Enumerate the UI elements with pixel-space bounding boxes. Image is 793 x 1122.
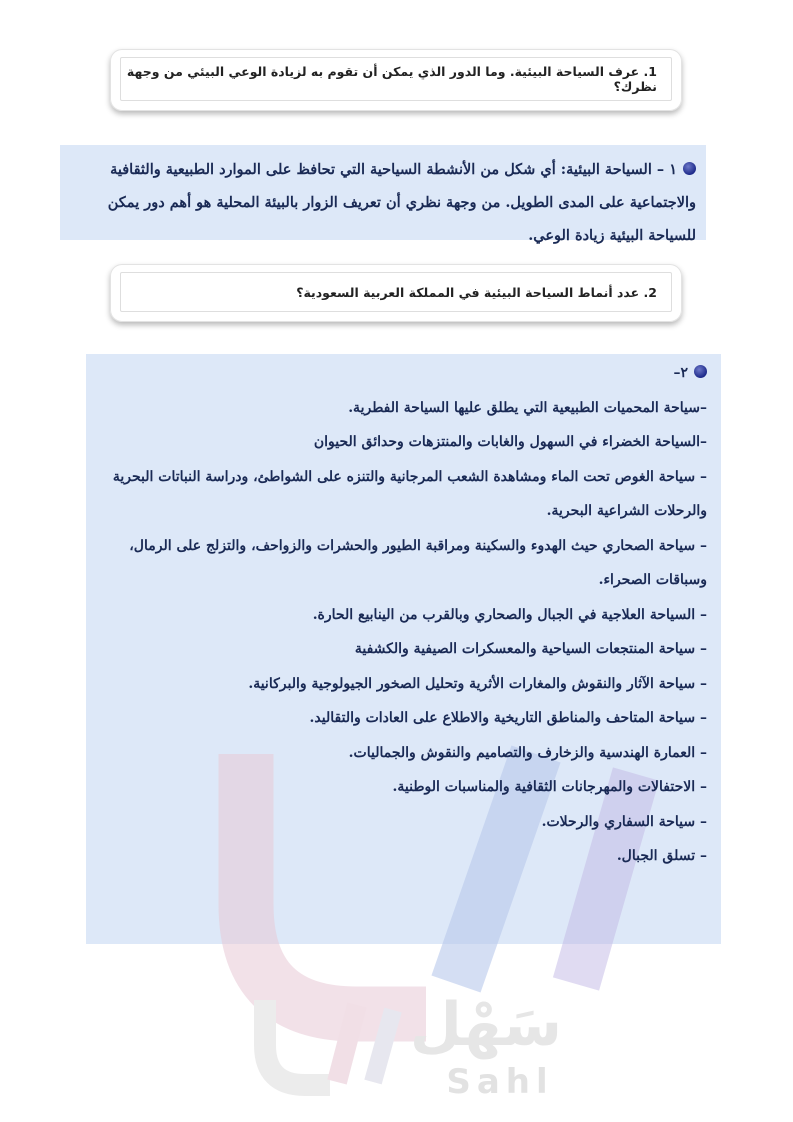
watermark-latin: Sahl: [446, 1062, 554, 1102]
answer-1-box: [60, 145, 706, 244]
list-item: – السياحة العلاجية في الجبال والصحاري وبالقرب من الينابيع الحارة.: [312, 606, 707, 623]
list-item: – سياحة السفاري والرحلات.: [541, 813, 707, 830]
list-item: – سياحة الصحاري حيث الهدوء والسكينة ومراقبة الطيور والحشرات والزواحف، والتزلج على الرمال، وسباقات الصحراء.: [129, 537, 707, 588]
answer-1-text: ١ – السياحة البيئية: أي شكل من الأنشطة السياحية التي تحافظ على الموارد الطبيعية والثقافية والاجتماعية على المدى الطويل. من وجهة نظري أن تعريف الزوار بالبيئة المحلية هو أهم دور يمكن للسياحة البيئية زيادة الوعي.: [107, 161, 696, 244]
list-item: – تسلق الجبال.: [616, 848, 707, 864]
watermark-arabic: سَهْل: [409, 990, 562, 1060]
list-item: – سياحة المتاحف والمناطق التاريخية والاطلاع على العادات والتقاليد.: [309, 710, 707, 726]
sahl-logo-icon: [245, 990, 405, 1100]
question-1-text: 1. عرف السياحة البيئية. وما الدور الذي يمكن أن تقوم به لزيادة الوعي البيئي من وجهة نظرك؟: [120, 57, 672, 101]
answer-badge-icon: [694, 365, 707, 378]
list-item: – سياحة الآثار والنقوش والمغارات الأثرية وتحليل الصخور الجيولوجية والبركانية.: [248, 675, 707, 692]
list-item: –سياحة المحميات الطبيعية التي يطلق عليها السياحة الفطرية.: [348, 399, 707, 416]
answer-2-heading: ٢–: [92, 356, 707, 391]
list-item: – سياحة المنتجعات السياحية والمعسكرات الصيفية والكشفية: [354, 641, 707, 657]
list-item: – العمارة الهندسية والزخارف والتصاميم والنقوش والجماليات.: [348, 744, 707, 761]
list-item: –السياحة الخضراء في السهول والغابات والمنتزهات وحدائق الحيوان: [313, 434, 707, 450]
question-2-text: 2. عدد أنماط السياحة البيئية في المملكة العربية السعودية؟: [120, 272, 672, 312]
answer-2-box: [86, 354, 721, 944]
list-item: – الاحتفالات والمهرجانات الثقافية والمناسبات الوطنية.: [392, 779, 707, 795]
question-1-card: [110, 49, 682, 111]
list-item: – سياحة الغوص تحت الماء ومشاهدة الشعب المرجانية والتنزه على الشواطئ، ودراسة النباتات البحرية والرحلات الشراعية البحرية.: [112, 468, 707, 519]
question-2-card: [110, 264, 682, 322]
answer-badge-icon: [683, 162, 696, 175]
